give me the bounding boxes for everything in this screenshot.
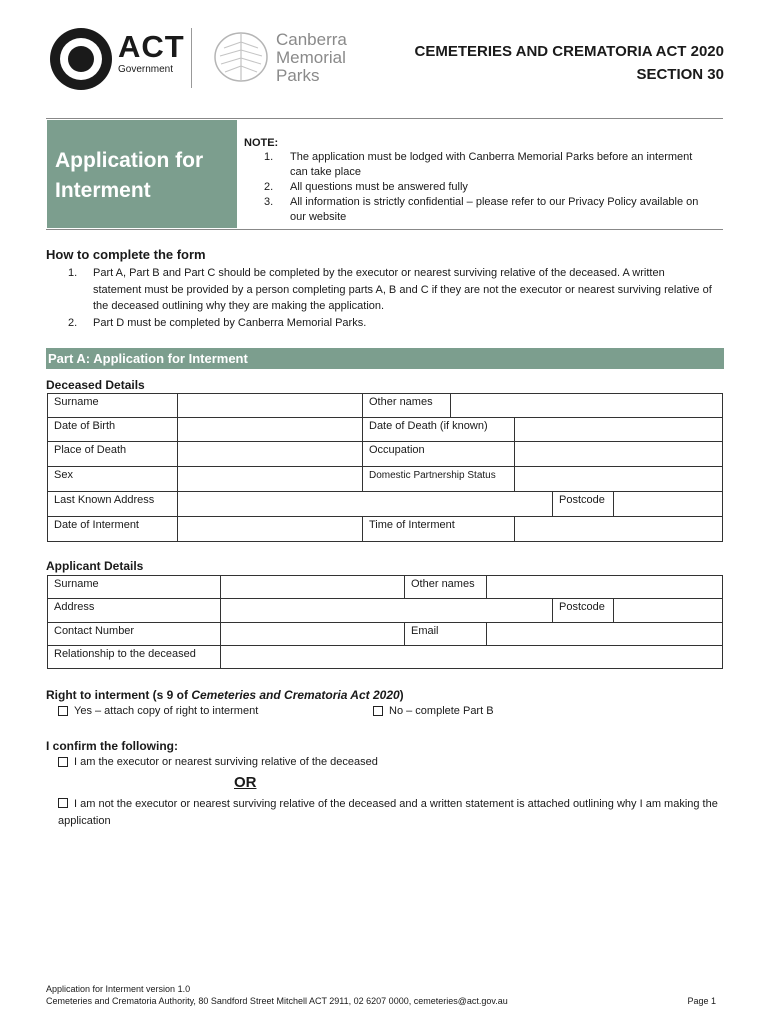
right-yes-label: Yes – attach copy of right to interment: [74, 705, 259, 717]
confirm-option-not-executor[interactable]: [58, 796, 720, 830]
surname-label: Surname: [47, 393, 178, 418]
deceased-details-heading: Deceased Details: [46, 378, 145, 392]
deceased-surname-input[interactable]: [177, 393, 363, 418]
email-input[interactable]: [486, 622, 723, 646]
time-of-interment-label: Time of Interment: [362, 516, 515, 542]
occupation-input[interactable]: [514, 441, 723, 467]
how-to-text: Part A, Part B and Part C should be completed by the executor or nearest surviving relative of the deceased. A written statement must be provided by a person completing parts A, B and C if they are not the executor or nearest surviving relative of the deceased outlining why they are making the application.: [93, 267, 712, 312]
how-to-text: Part D must be completed by Canberra Memorial Parks.: [93, 316, 367, 329]
applicant-details-heading: Applicant Details: [46, 559, 144, 573]
act-citation: Cemeteries and Crematoria Act 2020: [191, 688, 400, 702]
applicant-postcode-label: Postcode: [552, 598, 614, 623]
cmp-logo-line: Parks: [276, 66, 320, 85]
last-known-address-input[interactable]: [177, 491, 553, 517]
page-number: Page 1: [687, 996, 716, 1006]
note-number: 3.: [264, 196, 274, 208]
applicant-postcode-input[interactable]: [613, 598, 723, 623]
contact-number-input[interactable]: [220, 622, 405, 646]
applicant-surname-input[interactable]: [220, 575, 405, 599]
note-number: 2.: [264, 181, 274, 193]
form-title-line: Application for: [55, 149, 204, 172]
act-logo-text: ACT: [118, 29, 185, 64]
right-heading-close: ): [399, 688, 404, 702]
place-of-death-input[interactable]: [177, 441, 363, 467]
or-label: OR: [234, 774, 257, 791]
how-to-heading: How to complete the form: [46, 247, 206, 262]
right-no-option[interactable]: [373, 705, 494, 717]
note-item: [264, 150, 704, 180]
cmp-logo-line: Memorial: [276, 48, 346, 67]
canberra-memorial-parks-logo: [276, 31, 347, 85]
date-of-birth-input[interactable]: [177, 417, 363, 442]
relationship-input[interactable]: [220, 645, 723, 669]
last-known-address-label: Last Known Address: [47, 491, 178, 517]
how-to-item: [68, 265, 716, 315]
right-yes-option[interactable]: [58, 705, 258, 717]
how-to-item: [68, 315, 716, 332]
note-item: [264, 180, 704, 195]
right-to-interment-heading: [46, 688, 404, 702]
postcode-label: Postcode: [552, 491, 614, 517]
act-seal-core: [68, 46, 94, 72]
relationship-label: Relationship to the deceased: [47, 645, 221, 669]
right-heading-text: Right to interment (s 9 of: [46, 688, 192, 702]
note-number: 1.: [264, 151, 274, 163]
how-to-number: 2.: [68, 316, 78, 329]
note-label: NOTE:: [244, 137, 279, 149]
time-of-interment-input[interactable]: [514, 516, 723, 542]
cmp-logo-line: Canberra: [276, 30, 347, 49]
other-names-label: Other names: [362, 393, 451, 418]
deceased-postcode-input[interactable]: [613, 491, 723, 517]
document-title: [415, 40, 725, 86]
footer-version: Application for Interment version 1.0: [46, 984, 191, 994]
note-list: [264, 150, 704, 225]
logo-divider: [191, 28, 192, 88]
email-label: Email: [404, 622, 487, 646]
applicant-other-names-input[interactable]: [486, 575, 723, 599]
note-text: All information is strictly confidential – please refer to our Privacy Policy available on our website: [290, 196, 699, 223]
divider: [46, 229, 723, 230]
leaf-icon: [212, 30, 270, 84]
sex-input[interactable]: [177, 466, 363, 492]
checkbox[interactable]: [58, 757, 68, 767]
applicant-address-input[interactable]: [220, 598, 553, 623]
occupation-label: Occupation: [362, 441, 515, 467]
note-text: The application must be lodged with Canberra Memorial Parks before an interment can take place: [290, 151, 693, 178]
note-item: [264, 195, 704, 225]
deceased-other-names-input[interactable]: [450, 393, 723, 418]
applicant-address-label: Address: [47, 598, 221, 623]
date-of-death-input[interactable]: [514, 417, 723, 442]
checkbox[interactable]: [58, 798, 68, 808]
part-a-header: Part A: Application for Interment: [46, 348, 724, 369]
applicant-other-names-label: Other names: [404, 575, 487, 599]
confirm-option-label: I am not the executor or nearest surviving relative of the deceased and a written statement is attached outlining why I am making the application: [58, 798, 718, 827]
date-of-interment-input[interactable]: [177, 516, 363, 542]
confirm-option-executor[interactable]: [58, 756, 378, 768]
act-logo-subtext: Government: [118, 64, 174, 75]
domestic-partnership-input[interactable]: [514, 466, 723, 492]
divider: [46, 118, 723, 119]
applicant-surname-label: Surname: [47, 575, 221, 599]
checkbox[interactable]: [373, 706, 383, 716]
note-text: All questions must be answered fully: [290, 181, 468, 193]
form-title-line: Interment: [55, 179, 151, 202]
date-of-death-label: Date of Death (if known): [362, 417, 515, 442]
checkbox[interactable]: [58, 706, 68, 716]
place-of-death-label: Place of Death: [47, 441, 178, 467]
contact-number-label: Contact Number: [47, 622, 221, 646]
sex-label: Sex: [47, 466, 178, 492]
footer-address: Cemeteries and Crematoria Authority, 80 Sandford Street Mitchell ACT 2911, 02 6207 0000, cemeteries@act.gov.au: [46, 996, 508, 1006]
right-no-label: No – complete Part B: [389, 705, 494, 717]
confirm-option-label: I am the executor or nearest surviving relative of the deceased: [74, 756, 378, 768]
confirm-heading: I confirm the following:: [46, 739, 178, 753]
domestic-partnership-label: Domestic Partnership Status: [362, 466, 515, 492]
how-to-list: [68, 265, 716, 331]
form-title: [55, 146, 203, 206]
how-to-number: 1.: [68, 267, 78, 279]
date-of-interment-label: Date of Interment: [47, 516, 178, 542]
section-label: SECTION 30: [636, 66, 724, 83]
date-of-birth-label: Date of Birth: [47, 417, 178, 442]
act-name: CEMETERIES AND CREMATORIA ACT 2020: [414, 43, 724, 60]
